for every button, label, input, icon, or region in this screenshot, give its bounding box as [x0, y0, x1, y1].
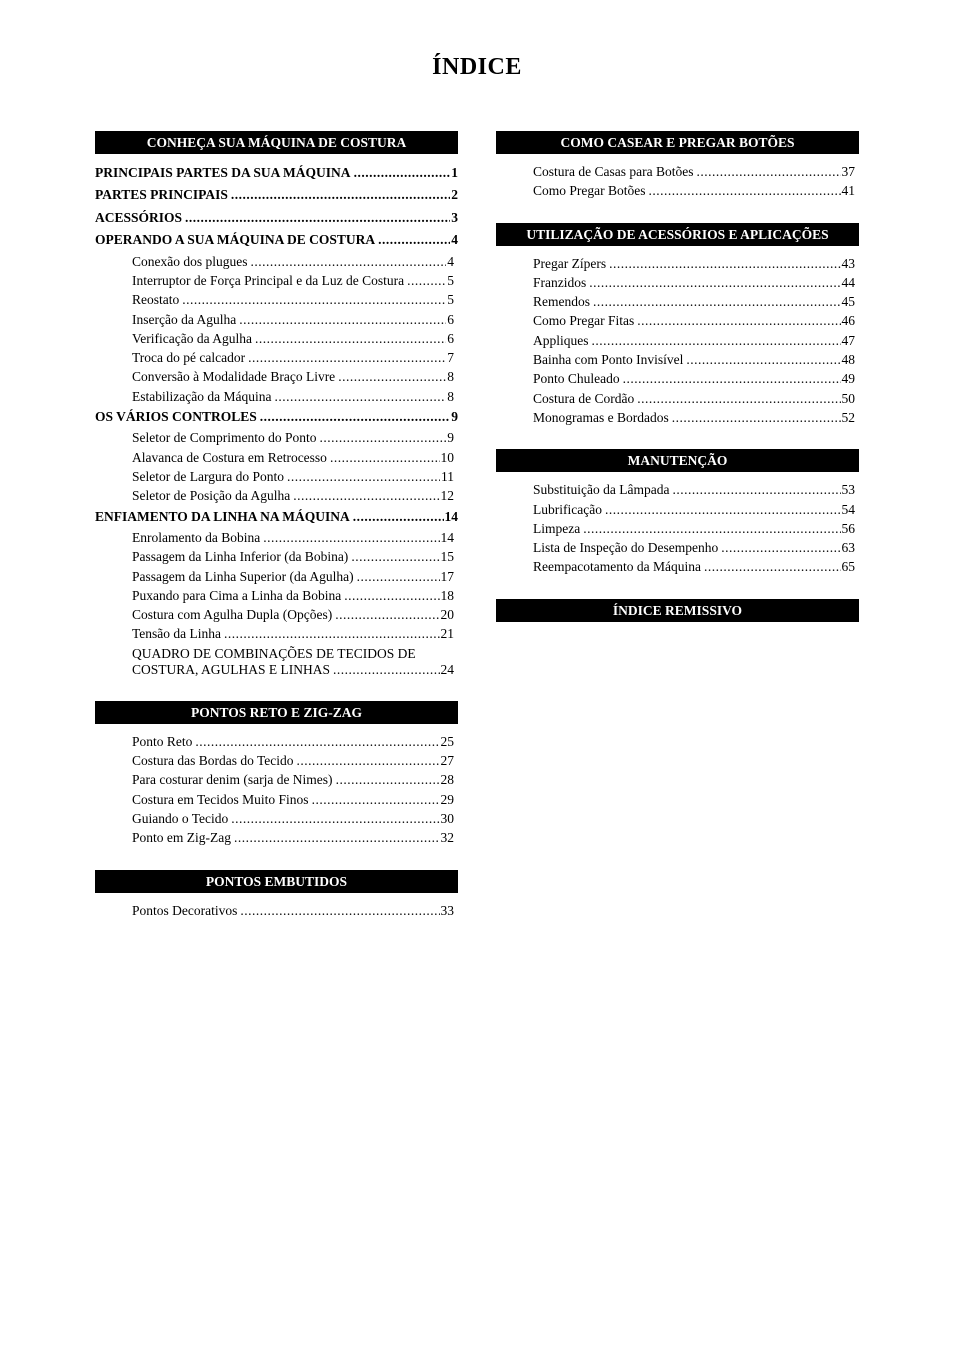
toc-entry-label: Como Pregar Botões	[533, 183, 646, 199]
toc-subentry	[496, 519, 859, 538]
toc-entry-page: 11	[441, 469, 454, 484]
toc-entry-page: 63	[841, 540, 855, 556]
toc-entry-label: Remendos	[533, 294, 590, 310]
toc-entry-label: Alavanca de Costura em Retrocesso	[132, 449, 327, 465]
toc-entry-page: 41	[841, 183, 855, 199]
toc-entry-label: Como Pregar Fitas	[533, 313, 635, 329]
dot-leader	[274, 387, 446, 406]
toc-subentry	[496, 480, 859, 499]
dot-leader	[637, 311, 840, 330]
dot-leader	[589, 273, 840, 292]
toc-entry-page: 5	[447, 272, 454, 288]
toc-subentry	[496, 273, 859, 292]
toc-entry-page: 50	[841, 390, 855, 406]
toc-left-column	[95, 131, 458, 942]
section-indice-remissivo	[496, 599, 859, 622]
toc-entry-page: 29	[440, 791, 454, 807]
toc-entry-label: ENFIAMENTO DA LINHA NA MÁQUINA	[95, 508, 350, 524]
toc-subentry	[95, 828, 458, 847]
toc-entry-label: Enrolamento da Bobina	[132, 530, 261, 545]
section-conheca-sua-maquina	[95, 131, 458, 678]
toc-entry-label: Ponto em Zig-Zag	[132, 830, 231, 846]
toc-subentry	[95, 310, 458, 329]
dot-leader	[351, 547, 439, 566]
toc-entry-page: 30	[440, 810, 454, 826]
toc-entry-label: Seletor de Largura do Ponto	[132, 469, 284, 484]
toc-entry-label: Passagem da Linha Superior (da Agulha)	[132, 568, 354, 584]
toc-entry-label: PARTES PRINCIPAIS	[95, 187, 228, 203]
dot-leader	[353, 506, 444, 528]
dot-leader	[378, 229, 450, 251]
toc-entry-label: Puxando para Cima a Linha da Bobina	[132, 587, 342, 603]
toc-entry-label: Ponto Chuleado	[533, 371, 620, 387]
section-header: PONTOS RETO E ZIG-ZAG	[95, 701, 458, 724]
toc-subentry	[95, 290, 458, 309]
toc-subentry	[95, 770, 458, 789]
dot-leader	[721, 538, 840, 557]
dot-leader	[320, 428, 447, 447]
dot-leader	[672, 480, 840, 499]
toc-entry-label: Guiando o Tecido	[132, 810, 229, 826]
toc-entry-label: Costura com Agulha Dupla (Opções)	[132, 607, 333, 623]
toc-entry-label: Lubrificação	[533, 501, 602, 517]
section-acessorios-aplicacoes	[496, 223, 859, 428]
page-title: ÍNDICE	[432, 54, 522, 80]
toc-subentry	[496, 254, 859, 273]
toc-entry-page: 33	[440, 902, 454, 918]
dot-leader	[623, 369, 841, 388]
dot-leader	[333, 662, 439, 678]
toc-entry-label: Verificação da Agulha	[132, 330, 252, 346]
section-header: PONTOS EMBUTIDOS	[95, 870, 458, 893]
toc-entry-label: OS VÁRIOS CONTROLES	[95, 409, 257, 424]
toc-entry-page: 45	[841, 294, 855, 310]
toc-subentry	[95, 329, 458, 348]
toc-subentry	[95, 809, 458, 828]
dot-leader	[354, 162, 451, 184]
section-header: CONHEÇA SUA MÁQUINA DE COSTURA	[95, 131, 458, 154]
toc-subentry	[95, 367, 458, 386]
toc-entry-page: 25	[440, 733, 454, 749]
toc-entry-page: 14	[444, 508, 458, 524]
toc-subentry	[496, 162, 859, 181]
toc-subentry	[95, 790, 458, 809]
toc-entry-page: 9	[451, 409, 458, 424]
toc-subentry	[95, 528, 458, 547]
dot-leader	[330, 448, 440, 467]
toc-entry-label: Pontos Decorativos	[132, 902, 238, 918]
toc-entry-page: 47	[841, 332, 855, 348]
dot-leader	[231, 809, 439, 828]
toc-entry-page: 8	[447, 369, 454, 385]
toc-entry-page: 56	[841, 520, 855, 536]
dot-leader	[344, 586, 439, 605]
toc-entry-label: Estabilização da Máquina	[132, 388, 272, 404]
toc-entry-page: 32	[440, 830, 454, 846]
toc-entry-label: Costura de Casas para Botões	[533, 164, 694, 179]
toc-entry-label: Para costurar denim (sarja de Nimes)	[132, 772, 333, 788]
toc-entry-page: 12	[440, 488, 454, 504]
toc-entry-label: Conexão dos plugues	[132, 253, 248, 269]
toc-entry-page: 14	[440, 530, 454, 545]
toc-subentry	[496, 181, 859, 200]
dot-leader	[234, 828, 440, 847]
toc-entry-page: 43	[841, 255, 855, 271]
dot-leader	[255, 329, 446, 348]
toc-entry-page: 24	[440, 661, 454, 677]
toc-entry-page: 20	[440, 607, 454, 623]
toc-subentry	[95, 605, 458, 624]
dot-leader	[287, 467, 440, 486]
dot-leader	[293, 486, 439, 505]
toc-entry-page: 6	[447, 330, 454, 346]
toc-entry-label: Monogramas e Bordados	[533, 409, 669, 425]
dot-leader	[649, 181, 841, 200]
toc-subentry	[95, 271, 458, 290]
toc-subentry	[496, 500, 859, 519]
dot-leader	[195, 732, 439, 751]
toc-subentry	[95, 448, 458, 467]
toc-entry-label: Interruptor de Força Principal e da Luz de Costura	[132, 272, 405, 288]
toc-entry-page: 21	[440, 626, 454, 642]
toc-entry-page: 37	[841, 164, 855, 179]
toc-subentry	[95, 348, 458, 367]
dot-leader	[335, 605, 439, 624]
toc-entry	[95, 229, 458, 251]
toc-entry-label: Ponto Reto	[132, 733, 193, 749]
toc-entry-label: Bainha com Ponto Invisível	[533, 352, 684, 368]
section-header: UTILIZAÇÃO DE ACESSÓRIOS E APLICAÇÕES	[496, 223, 859, 246]
toc-entry-page: 27	[440, 753, 454, 769]
toc-subentry	[95, 586, 458, 605]
toc-subentry	[95, 486, 458, 505]
toc-entry-page: 9	[447, 430, 454, 446]
section-header: MANUTENÇÃO	[496, 449, 859, 472]
toc-subentry	[496, 538, 859, 557]
dot-leader	[263, 528, 439, 547]
toc-entry-page: 4	[451, 232, 458, 248]
toc-entry-label: Costura em Tecidos Muito Finos	[132, 791, 309, 807]
section-manutencao	[496, 449, 859, 576]
toc-entry-page: 18	[440, 587, 454, 603]
dot-leader	[609, 254, 840, 273]
toc-entry-page: 48	[841, 352, 855, 368]
toc-subentry	[95, 547, 458, 566]
dot-leader	[592, 331, 841, 350]
toc-entry-label: Franzidos	[533, 274, 587, 290]
toc-subentry	[95, 567, 458, 586]
dot-leader	[605, 500, 841, 519]
toc-subentry	[496, 557, 859, 576]
toc-entry-label: Pregar Zípers	[533, 255, 607, 271]
toc-subentry	[95, 901, 458, 920]
toc-subentry	[496, 311, 859, 330]
toc-entry-page: 52	[841, 409, 855, 425]
toc-subentry	[95, 732, 458, 751]
section-header: COMO CASEAR E PREGAR BOTÕES	[496, 131, 859, 154]
toc-entry-label: COSTURA, AGULHAS E LINHAS	[132, 661, 331, 677]
dot-leader	[248, 348, 446, 367]
toc-entry-label: Appliques	[533, 332, 589, 348]
dot-leader	[407, 271, 446, 290]
toc-entry-label: OPERANDO A SUA MÁQUINA DE COSTURA	[95, 232, 376, 248]
toc-entry-page: 28	[440, 772, 454, 788]
toc-entry-label: Seletor de Comprimento do Ponto	[132, 430, 317, 446]
toc-entry-label: Substituição da Lâmpada	[533, 482, 670, 498]
toc-entry-page: 15	[440, 549, 454, 565]
dot-leader	[251, 252, 447, 271]
toc-entry-label: Inserção da Agulha	[132, 311, 237, 327]
toc-entry	[95, 506, 458, 528]
toc-subentry	[496, 408, 859, 427]
toc-entry-label: QUADRO DE COMBINAÇÕES DE TECIDOS DE	[132, 645, 416, 661]
dot-leader	[239, 310, 446, 329]
toc-entry-page: 17	[440, 568, 454, 584]
toc-entry-page: 1	[451, 165, 458, 180]
toc-entry-page: 54	[841, 501, 855, 517]
toc-subentry	[95, 751, 458, 770]
toc-entry	[95, 184, 458, 206]
dot-leader	[185, 207, 450, 229]
dot-leader	[338, 367, 446, 386]
section-casear-pregar-botoes	[496, 131, 859, 201]
toc-subentry	[95, 467, 458, 486]
dot-leader	[637, 389, 840, 408]
toc-entry-page: 8	[447, 388, 454, 404]
toc-subentry	[496, 331, 859, 350]
toc-right-column	[496, 131, 859, 644]
toc-subentry	[496, 292, 859, 311]
toc-entry-label: Troca do pé calcador	[132, 350, 246, 366]
toc-entry	[95, 207, 458, 229]
toc-subentry-multiline	[95, 646, 458, 678]
dot-leader	[593, 292, 841, 311]
dot-leader	[583, 519, 840, 538]
toc-entry-label: ACESSÓRIOS	[95, 209, 183, 225]
toc-entry-page: 7	[447, 350, 454, 366]
section-header: ÍNDICE REMISSIVO	[496, 599, 859, 622]
dot-leader	[357, 567, 440, 586]
section-pontos-embutidos	[95, 870, 458, 920]
toc-entry-label: Tensão da Linha	[132, 626, 222, 642]
toc-entry-label: Conversão à Modalidade Braço Livre	[132, 369, 336, 385]
toc-subentry	[95, 624, 458, 643]
toc-entry-page: 46	[841, 313, 855, 329]
dot-leader	[260, 406, 450, 428]
toc-entry-label: Passagem da Linha Inferior (da Bobina)	[132, 549, 349, 565]
toc-subentry	[496, 369, 859, 388]
dot-leader	[336, 770, 440, 789]
toc-entry-page: 44	[841, 274, 855, 290]
toc-entry-page: 6	[447, 311, 454, 327]
toc-subentry	[496, 350, 859, 369]
dot-leader	[696, 162, 840, 181]
toc-entry-label: Reostato	[132, 292, 180, 308]
toc-entry-label: Reempacotamento da Máquina	[533, 559, 701, 575]
dot-leader	[182, 290, 446, 309]
dot-leader	[224, 624, 439, 643]
toc-entry-page: 2	[451, 187, 458, 203]
dot-leader	[231, 184, 450, 206]
toc-entry	[95, 162, 458, 184]
toc-subentry	[95, 252, 458, 271]
dot-leader	[704, 557, 841, 576]
toc-entry-label: PRINCIPAIS PARTES DA SUA MÁQUINA	[95, 165, 351, 180]
toc-entry	[95, 406, 458, 428]
dot-leader	[240, 901, 439, 920]
toc-entry-label: Limpeza	[533, 520, 581, 536]
dot-leader	[686, 350, 840, 369]
toc-entry-page: 5	[447, 292, 454, 308]
toc-entry-label: Costura de Cordão	[533, 390, 635, 406]
dot-leader	[672, 408, 841, 427]
toc-entry-page: 49	[841, 371, 855, 387]
dot-leader	[312, 790, 440, 809]
section-pontos-reto-zig-zag	[95, 701, 458, 848]
toc-entry-page: 3	[451, 209, 458, 225]
toc-subentry	[496, 389, 859, 408]
toc-entry-page: 10	[440, 449, 454, 465]
toc-entry-label: Lista de Inspeção do Desempenho	[533, 540, 719, 556]
toc-entry-page: 65	[841, 559, 855, 575]
toc-subentry	[95, 387, 458, 406]
toc-entry-label: Seletor de Posição da Agulha	[132, 488, 291, 504]
dot-leader	[297, 751, 440, 770]
toc-entry-page: 4	[447, 253, 454, 269]
toc-subentry	[95, 428, 458, 447]
toc-entry-label: Costura das Bordas do Tecido	[132, 753, 294, 769]
toc-entry-page: 53	[841, 482, 855, 498]
